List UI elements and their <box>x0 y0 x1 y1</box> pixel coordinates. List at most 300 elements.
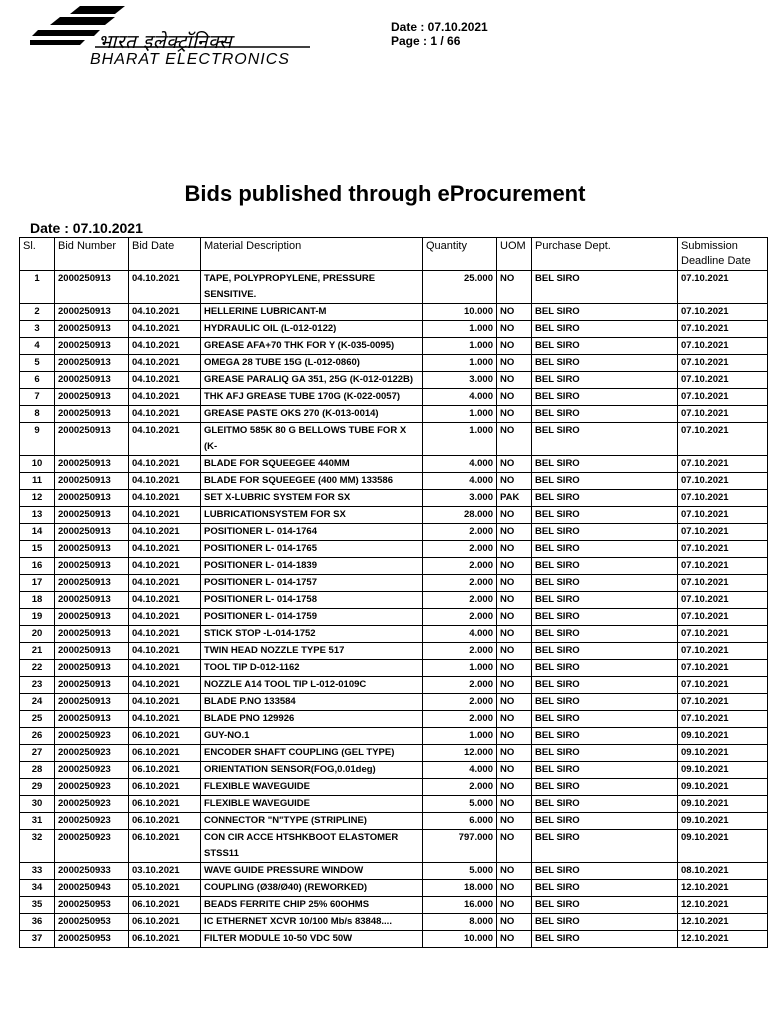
deadline-cell: 12.10.2021 <box>678 914 768 931</box>
bid-date-cell: 06.10.2021 <box>129 796 201 813</box>
quantity-cell: 28.000 <box>423 507 497 524</box>
description-cell: NOZZLE A14 TOOL TIP L-012-0109C <box>201 677 423 694</box>
description-cell: SET X-LUBRIC SYSTEM FOR SX <box>201 490 423 507</box>
bid-number-cell: 2000250913 <box>55 541 129 558</box>
uom-cell: NO <box>497 406 532 423</box>
deadline-cell: 07.10.2021 <box>678 677 768 694</box>
uom-cell: NO <box>497 677 532 694</box>
bid-date-cell: 05.10.2021 <box>129 880 201 897</box>
sl-cell: 34 <box>20 880 55 897</box>
description-cell: POSITIONER L- 014-1757 <box>201 575 423 592</box>
quantity-cell: 25.000 <box>423 271 497 304</box>
dept-cell: BEL SIRO <box>532 796 678 813</box>
description-cell: HYDRAULIC OIL (L-012-0122) <box>201 321 423 338</box>
quantity-cell: 2.000 <box>423 677 497 694</box>
uom-cell: NO <box>497 728 532 745</box>
deadline-cell: 07.10.2021 <box>678 643 768 660</box>
dept-cell: BEL SIRO <box>532 677 678 694</box>
bid-number-cell: 2000250913 <box>55 271 129 304</box>
uom-cell: NO <box>497 423 532 456</box>
deadline-cell: 07.10.2021 <box>678 507 768 524</box>
bid-number-cell: 2000250923 <box>55 779 129 796</box>
bid-date-cell: 04.10.2021 <box>129 355 201 372</box>
dept-cell: BEL SIRO <box>532 406 678 423</box>
description-cell: BLADE P.NO 133584 <box>201 694 423 711</box>
uom-cell: NO <box>497 762 532 779</box>
uom-cell: NO <box>497 541 532 558</box>
bid-date-cell: 04.10.2021 <box>129 575 201 592</box>
dept-cell: BEL SIRO <box>532 745 678 762</box>
uom-cell: NO <box>497 304 532 321</box>
sl-cell: 25 <box>20 711 55 728</box>
sl-cell: 27 <box>20 745 55 762</box>
dept-cell: BEL SIRO <box>532 355 678 372</box>
deadline-cell: 07.10.2021 <box>678 541 768 558</box>
bid-date-cell: 04.10.2021 <box>129 592 201 609</box>
table-row <box>20 541 768 558</box>
dept-cell: BEL SIRO <box>532 863 678 880</box>
quantity-cell: 1.000 <box>423 423 497 456</box>
sl-cell: 35 <box>20 897 55 914</box>
bid-date-cell: 04.10.2021 <box>129 372 201 389</box>
uom-cell: NO <box>497 456 532 473</box>
table-row <box>20 914 768 931</box>
description-cell: POSITIONER L- 014-1839 <box>201 558 423 575</box>
deadline-cell: 09.10.2021 <box>678 830 768 863</box>
bid-number-cell: 2000250913 <box>55 423 129 456</box>
table-row <box>20 558 768 575</box>
table-row <box>20 524 768 541</box>
bid-date-cell: 06.10.2021 <box>129 779 201 796</box>
description-cell: GLEITMO 585K 80 G BELLOWS TUBE FOR X (K- <box>201 423 423 456</box>
description-cell: POSITIONER L- 014-1764 <box>201 524 423 541</box>
uom-cell: NO <box>497 592 532 609</box>
bid-date-cell: 06.10.2021 <box>129 762 201 779</box>
quantity-cell: 2.000 <box>423 643 497 660</box>
table-row <box>20 728 768 745</box>
bid-date-cell: 04.10.2021 <box>129 490 201 507</box>
quantity-cell: 2.000 <box>423 779 497 796</box>
deadline-cell: 07.10.2021 <box>678 558 768 575</box>
quantity-cell: 16.000 <box>423 897 497 914</box>
deadline-cell: 07.10.2021 <box>678 372 768 389</box>
deadline-cell: 07.10.2021 <box>678 406 768 423</box>
table-row <box>20 473 768 490</box>
bid-number-cell: 2000250913 <box>55 575 129 592</box>
deadline-cell: 07.10.2021 <box>678 575 768 592</box>
uom-cell: NO <box>497 779 532 796</box>
page-meta <box>391 20 488 48</box>
col-quantity-header: Quantity <box>423 238 497 271</box>
bid-date-cell: 04.10.2021 <box>129 271 201 304</box>
description-cell: STICK STOP -L-014-1752 <box>201 626 423 643</box>
description-cell: WAVE GUIDE PRESSURE WINDOW <box>201 863 423 880</box>
table-row <box>20 694 768 711</box>
description-cell: FILTER MODULE 10-50 VDC 50W <box>201 931 423 948</box>
quantity-cell: 2.000 <box>423 609 497 626</box>
bid-number-cell: 2000250913 <box>55 660 129 677</box>
description-cell: THK AFJ GREASE TUBE 170G (K-022-0057) <box>201 389 423 406</box>
dept-cell: BEL SIRO <box>532 914 678 931</box>
col-sl-header: Sl. <box>20 238 55 271</box>
col-bid-date-header: Bid Date <box>129 238 201 271</box>
uom-cell: NO <box>497 321 532 338</box>
description-cell: FLEXIBLE WAVEGUIDE <box>201 796 423 813</box>
table-row <box>20 762 768 779</box>
description-cell: TOOL TIP D-012-1162 <box>201 660 423 677</box>
bid-number-cell: 2000250933 <box>55 863 129 880</box>
dept-cell: BEL SIRO <box>532 372 678 389</box>
sl-cell: 4 <box>20 338 55 355</box>
uom-cell: NO <box>497 931 532 948</box>
bid-date-cell: 04.10.2021 <box>129 558 201 575</box>
deadline-cell: 07.10.2021 <box>678 423 768 456</box>
quantity-cell: 12.000 <box>423 745 497 762</box>
sl-cell: 26 <box>20 728 55 745</box>
bid-number-cell: 2000250923 <box>55 745 129 762</box>
dept-cell: BEL SIRO <box>532 507 678 524</box>
dept-cell: BEL SIRO <box>532 660 678 677</box>
table-row <box>20 304 768 321</box>
sl-cell: 6 <box>20 372 55 389</box>
bid-number-cell: 2000250913 <box>55 355 129 372</box>
sl-cell: 8 <box>20 406 55 423</box>
deadline-cell: 07.10.2021 <box>678 473 768 490</box>
dept-cell: BEL SIRO <box>532 711 678 728</box>
bid-date-cell: 06.10.2021 <box>129 914 201 931</box>
sl-cell: 14 <box>20 524 55 541</box>
quantity-cell: 8.000 <box>423 914 497 931</box>
description-cell: FLEXIBLE WAVEGUIDE <box>201 779 423 796</box>
sl-cell: 29 <box>20 779 55 796</box>
quantity-cell: 5.000 <box>423 796 497 813</box>
dept-cell: BEL SIRO <box>532 592 678 609</box>
bid-number-cell: 2000250913 <box>55 473 129 490</box>
quantity-cell: 2.000 <box>423 694 497 711</box>
dept-cell: BEL SIRO <box>532 490 678 507</box>
bid-number-cell: 2000250913 <box>55 456 129 473</box>
uom-cell: NO <box>497 575 532 592</box>
description-cell: POSITIONER L- 014-1759 <box>201 609 423 626</box>
bid-date-cell: 06.10.2021 <box>129 745 201 762</box>
bid-date-cell: 03.10.2021 <box>129 863 201 880</box>
table-row <box>20 338 768 355</box>
uom-cell: PAK <box>497 490 532 507</box>
sl-cell: 15 <box>20 541 55 558</box>
bid-number-cell: 2000250923 <box>55 762 129 779</box>
logo-hindi-text: भारत इलेक्ट्रॉनिक्स <box>98 31 233 53</box>
table-row <box>20 609 768 626</box>
bid-date-cell: 04.10.2021 <box>129 524 201 541</box>
sl-cell: 24 <box>20 694 55 711</box>
deadline-cell: 08.10.2021 <box>678 863 768 880</box>
sl-cell: 33 <box>20 863 55 880</box>
bid-number-cell: 2000250913 <box>55 490 129 507</box>
description-cell: BLADE PNO 129926 <box>201 711 423 728</box>
description-cell: GUY-NO.1 <box>201 728 423 745</box>
deadline-cell: 07.10.2021 <box>678 711 768 728</box>
quantity-cell: 4.000 <box>423 473 497 490</box>
deadline-cell: 09.10.2021 <box>678 813 768 830</box>
uom-cell: NO <box>497 694 532 711</box>
bid-date-cell: 04.10.2021 <box>129 473 201 490</box>
table-row <box>20 745 768 762</box>
company-logo <box>30 6 340 70</box>
bid-date-cell: 04.10.2021 <box>129 541 201 558</box>
description-cell: GREASE PASTE OKS 270 (K-013-0014) <box>201 406 423 423</box>
bid-number-cell: 2000250913 <box>55 304 129 321</box>
dept-cell: BEL SIRO <box>532 473 678 490</box>
description-cell: POSITIONER L- 014-1765 <box>201 541 423 558</box>
uom-cell: NO <box>497 626 532 643</box>
uom-cell: NO <box>497 897 532 914</box>
bid-number-cell: 2000250913 <box>55 558 129 575</box>
col-material-description-header: Material Description <box>201 238 423 271</box>
quantity-cell: 1.000 <box>423 728 497 745</box>
uom-cell: NO <box>497 389 532 406</box>
deadline-cell: 07.10.2021 <box>678 524 768 541</box>
dept-cell: BEL SIRO <box>532 626 678 643</box>
bid-date-cell: 04.10.2021 <box>129 456 201 473</box>
description-cell: LUBRICATIONSYSTEM FOR SX <box>201 507 423 524</box>
uom-cell: NO <box>497 338 532 355</box>
table-row <box>20 575 768 592</box>
report-date: Date : 07.10.2021 <box>391 20 488 34</box>
deadline-cell: 12.10.2021 <box>678 931 768 948</box>
description-cell: ORIENTATION SENSOR(FOG,0.01deg) <box>201 762 423 779</box>
table-row <box>20 779 768 796</box>
sl-cell: 36 <box>20 914 55 931</box>
bid-number-cell: 2000250923 <box>55 796 129 813</box>
uom-cell: NO <box>497 830 532 863</box>
dept-cell: BEL SIRO <box>532 338 678 355</box>
dept-cell: BEL SIRO <box>532 813 678 830</box>
bid-number-cell: 2000250913 <box>55 643 129 660</box>
dept-cell: BEL SIRO <box>532 575 678 592</box>
sl-cell: 13 <box>20 507 55 524</box>
quantity-cell: 5.000 <box>423 863 497 880</box>
bid-number-cell: 2000250913 <box>55 609 129 626</box>
bids-table <box>19 237 768 948</box>
sl-cell: 20 <box>20 626 55 643</box>
table-row <box>20 830 768 863</box>
bid-date-cell: 04.10.2021 <box>129 677 201 694</box>
uom-cell: NO <box>497 524 532 541</box>
table-body <box>20 271 768 948</box>
uom-cell: NO <box>497 711 532 728</box>
deadline-cell: 12.10.2021 <box>678 897 768 914</box>
quantity-cell: 2.000 <box>423 592 497 609</box>
sl-cell: 10 <box>20 456 55 473</box>
quantity-cell: 10.000 <box>423 304 497 321</box>
quantity-cell: 1.000 <box>423 338 497 355</box>
quantity-cell: 4.000 <box>423 762 497 779</box>
uom-cell: NO <box>497 880 532 897</box>
sl-cell: 17 <box>20 575 55 592</box>
bid-number-cell: 2000250913 <box>55 507 129 524</box>
page-number: Page : 1 / 66 <box>391 34 461 48</box>
bid-date-cell: 04.10.2021 <box>129 609 201 626</box>
col-uom-header: UOM <box>497 238 532 271</box>
description-cell: ENCODER SHAFT COUPLING (GEL TYPE) <box>201 745 423 762</box>
bid-date-cell: 06.10.2021 <box>129 728 201 745</box>
uom-cell: NO <box>497 473 532 490</box>
col-bid-number-header: Bid Number <box>55 238 129 271</box>
dept-cell: BEL SIRO <box>532 423 678 456</box>
uom-cell: NO <box>497 355 532 372</box>
sl-cell: 18 <box>20 592 55 609</box>
quantity-cell: 1.000 <box>423 321 497 338</box>
quantity-cell: 3.000 <box>423 372 497 389</box>
bid-date-cell: 04.10.2021 <box>129 389 201 406</box>
bid-number-cell: 2000250953 <box>55 897 129 914</box>
quantity-cell: 3.000 <box>423 490 497 507</box>
deadline-cell: 07.10.2021 <box>678 694 768 711</box>
uom-cell: NO <box>497 507 532 524</box>
bid-date-cell: 06.10.2021 <box>129 830 201 863</box>
sl-cell: 7 <box>20 389 55 406</box>
dept-cell: BEL SIRO <box>532 931 678 948</box>
dept-cell: BEL SIRO <box>532 271 678 304</box>
dept-cell: BEL SIRO <box>532 897 678 914</box>
sl-cell: 5 <box>20 355 55 372</box>
dept-cell: BEL SIRO <box>532 541 678 558</box>
deadline-cell: 07.10.2021 <box>678 490 768 507</box>
deadline-cell: 07.10.2021 <box>678 609 768 626</box>
sl-cell: 1 <box>20 271 55 304</box>
deadline-cell: 07.10.2021 <box>678 271 768 304</box>
description-cell: BLADE FOR SQUEEGEE 440MM <box>201 456 423 473</box>
deadline-cell: 07.10.2021 <box>678 321 768 338</box>
bid-date-cell: 04.10.2021 <box>129 406 201 423</box>
table-row <box>20 372 768 389</box>
deadline-cell: 12.10.2021 <box>678 880 768 897</box>
table-header-row <box>20 238 768 271</box>
table-row <box>20 626 768 643</box>
bid-number-cell: 2000250913 <box>55 694 129 711</box>
table-row <box>20 711 768 728</box>
bid-date-cell: 04.10.2021 <box>129 711 201 728</box>
table-row <box>20 355 768 372</box>
sl-cell: 3 <box>20 321 55 338</box>
quantity-cell: 4.000 <box>423 389 497 406</box>
description-cell: BLADE FOR SQUEEGEE (400 MM) 133586 <box>201 473 423 490</box>
bid-number-cell: 2000250943 <box>55 880 129 897</box>
dept-cell: BEL SIRO <box>532 830 678 863</box>
bid-number-cell: 2000250913 <box>55 389 129 406</box>
quantity-cell: 6.000 <box>423 813 497 830</box>
quantity-cell: 2.000 <box>423 711 497 728</box>
description-cell: GREASE AFA+70 THK FOR Y (K-035-0095) <box>201 338 423 355</box>
quantity-cell: 2.000 <box>423 541 497 558</box>
uom-cell: NO <box>497 914 532 931</box>
uom-cell: NO <box>497 813 532 830</box>
bid-number-cell: 2000250913 <box>55 626 129 643</box>
deadline-cell: 07.10.2021 <box>678 389 768 406</box>
bid-number-cell: 2000250913 <box>55 321 129 338</box>
sl-cell: 30 <box>20 796 55 813</box>
description-cell: TAPE, POLYPROPYLENE, PRESSURE SENSITIVE. <box>201 271 423 304</box>
dept-cell: BEL SIRO <box>532 728 678 745</box>
quantity-cell: 18.000 <box>423 880 497 897</box>
quantity-cell: 1.000 <box>423 406 497 423</box>
bid-date-cell: 06.10.2021 <box>129 931 201 948</box>
sl-cell: 12 <box>20 490 55 507</box>
table-row <box>20 423 768 456</box>
description-cell: CONNECTOR "N"TYPE (STRIPLINE) <box>201 813 423 830</box>
table-row <box>20 796 768 813</box>
table-row <box>20 271 768 304</box>
dept-cell: BEL SIRO <box>532 524 678 541</box>
table-row <box>20 813 768 830</box>
dept-cell: BEL SIRO <box>532 609 678 626</box>
deadline-cell: 09.10.2021 <box>678 762 768 779</box>
table-row <box>20 456 768 473</box>
description-cell: BEADS FERRITE CHIP 25% 60OHMS <box>201 897 423 914</box>
deadline-cell: 07.10.2021 <box>678 660 768 677</box>
deadline-cell: 07.10.2021 <box>678 304 768 321</box>
sl-cell: 9 <box>20 423 55 456</box>
sl-cell: 16 <box>20 558 55 575</box>
col-purchase-dept-header: Purchase Dept. <box>532 238 678 271</box>
bid-number-cell: 2000250913 <box>55 372 129 389</box>
table-row <box>20 643 768 660</box>
deadline-cell: 07.10.2021 <box>678 592 768 609</box>
bid-date-cell: 04.10.2021 <box>129 626 201 643</box>
uom-cell: NO <box>497 643 532 660</box>
bid-number-cell: 2000250913 <box>55 406 129 423</box>
bid-date-cell: 04.10.2021 <box>129 694 201 711</box>
bid-number-cell: 2000250913 <box>55 524 129 541</box>
uom-cell: NO <box>497 863 532 880</box>
bid-number-cell: 2000250953 <box>55 931 129 948</box>
dept-cell: BEL SIRO <box>532 389 678 406</box>
bid-number-cell: 2000250913 <box>55 592 129 609</box>
bid-date-cell: 04.10.2021 <box>129 304 201 321</box>
quantity-cell: 1.000 <box>423 355 497 372</box>
quantity-cell: 1.000 <box>423 660 497 677</box>
logo-english-text: BHARAT ELECTRONICS <box>90 51 290 68</box>
sl-cell: 11 <box>20 473 55 490</box>
bid-date-cell: 04.10.2021 <box>129 423 201 456</box>
sl-cell: 23 <box>20 677 55 694</box>
description-cell: OMEGA 28 TUBE 15G (L-012-0860) <box>201 355 423 372</box>
quantity-cell: 2.000 <box>423 575 497 592</box>
description-cell: TWIN HEAD NOZZLE TYPE 517 <box>201 643 423 660</box>
quantity-cell: 2.000 <box>423 524 497 541</box>
description-cell: GREASE PARALIQ GA 351, 25G (K-012-0122B) <box>201 372 423 389</box>
dept-cell: BEL SIRO <box>532 694 678 711</box>
dept-cell: BEL SIRO <box>532 558 678 575</box>
uom-cell: NO <box>497 271 532 304</box>
uom-cell: NO <box>497 558 532 575</box>
table-row <box>20 592 768 609</box>
page-title: Bids published through eProcurement <box>184 181 586 206</box>
date-heading: Date : 07.10.2021 <box>30 220 143 236</box>
deadline-cell: 09.10.2021 <box>678 779 768 796</box>
bid-number-cell: 2000250923 <box>55 830 129 863</box>
bid-date-cell: 04.10.2021 <box>129 507 201 524</box>
table-row <box>20 660 768 677</box>
quantity-cell: 797.000 <box>423 830 497 863</box>
deadline-cell: 07.10.2021 <box>678 456 768 473</box>
bid-date-cell: 06.10.2021 <box>129 813 201 830</box>
table-row <box>20 931 768 948</box>
uom-cell: NO <box>497 609 532 626</box>
bid-number-cell: 2000250913 <box>55 711 129 728</box>
dept-cell: BEL SIRO <box>532 643 678 660</box>
col-deadline-header: Submission Deadline Date <box>678 238 768 271</box>
